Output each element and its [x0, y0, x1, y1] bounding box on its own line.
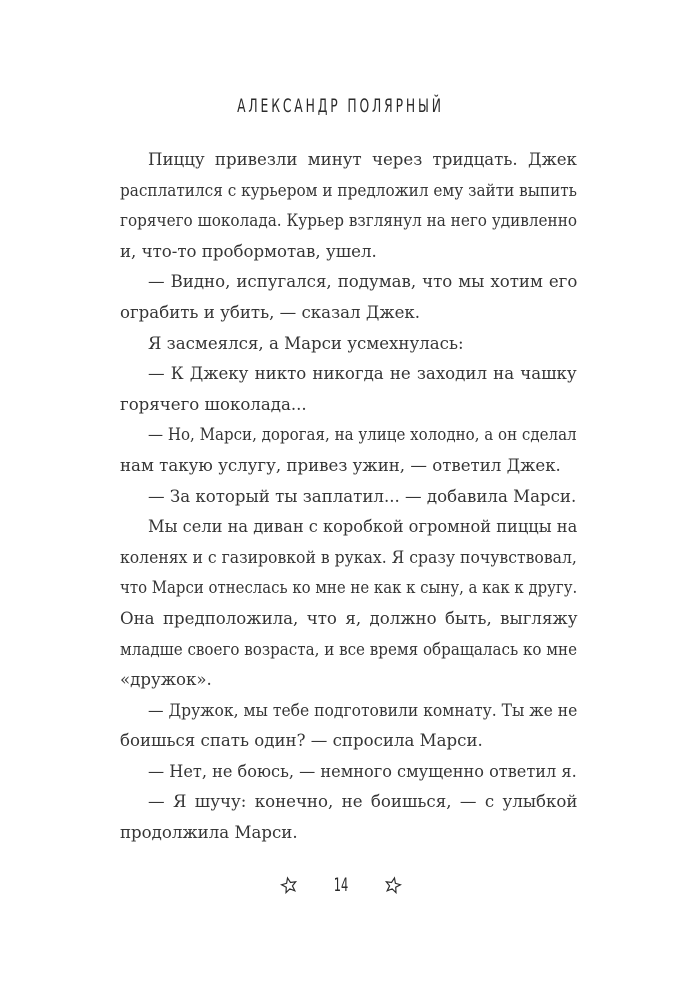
- running-header-author: АЛЕКСАНДР ПОЛЯРНЫЙ: [237, 95, 444, 117]
- text-line: Мы сели на диван с коробкой огромной пиццы на: [148, 517, 578, 537]
- text-line: младше своего возраста, и все время обращалась ко мне: [120, 639, 578, 659]
- text-line: — К Джеку никто никогда не заходил на чашку: [148, 364, 577, 384]
- star-icon: [384, 876, 402, 894]
- body-text: [120, 145, 577, 849]
- text-line: продолжила Марси.: [120, 823, 298, 843]
- text-line: — Но, Марси, дорогая, на улице холодно, а он сделал: [148, 425, 577, 445]
- text-line: Пиццу привезли минут через тридцать. Джек: [148, 150, 577, 169]
- text-line: — Я шучу: конечно, не боишься, — с улыбкой: [148, 792, 578, 812]
- text-line: и, что-то пробормотав, ушел.: [120, 241, 377, 261]
- page-footer: [0, 874, 681, 896]
- text-line: — Дружок, мы тебе подготовили комнату. Ты же не: [148, 700, 578, 720]
- text-line: боишься спать один? — спросила Марси.: [120, 731, 483, 751]
- text-line: расплатился с курьером и предложил ему зайти выпить: [120, 180, 577, 200]
- text-line: — За который ты заплатил... — добавила Марси.: [148, 486, 577, 506]
- text-line: Я засмеялся, а Марси усмехнулась:: [148, 333, 464, 353]
- text-line: горячего шоколада. Курьер взглянул на него удивленно: [120, 211, 578, 231]
- star-icon: [280, 876, 298, 894]
- text-line: горячего шоколада...: [120, 394, 307, 414]
- text-line: ограбить и убить, — сказал Джек.: [120, 302, 421, 322]
- text-line: что Марси отнеслась ко мне не как к сыну, а как к другу.: [120, 578, 578, 598]
- text-line: нам такую услугу, привез ужин, — ответил Джек.: [120, 455, 561, 475]
- text-line: — Видно, испугался, подумав, что мы хотим его: [148, 272, 578, 292]
- text-line: — Нет, не боюсь, — немного смущенно ответил я.: [148, 761, 577, 781]
- text-line: Она предположила, что я, должно быть, выгляжу: [120, 608, 578, 628]
- text-line: «дружок».: [120, 670, 212, 690]
- page-number: 14: [333, 874, 348, 896]
- text-line: коленях и с газировкой в руках. Я сразу почувствовал,: [120, 547, 577, 567]
